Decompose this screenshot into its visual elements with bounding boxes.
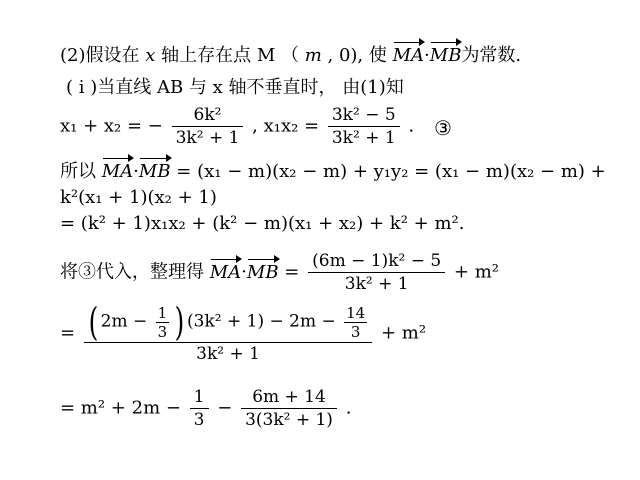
case-i-heading: ( i )当直线 AB 与 x 轴不垂直时， 由(1)知 xyxy=(66,77,404,98)
product-lhs: , x₁x₂ = xyxy=(252,115,325,137)
complex-numerator: ( 2m − $\frac{1}{3}$ ) (3k² + 1) − 2m − $\frac{14}{3}$ xyxy=(84,302,372,343)
vector-ma: MA xyxy=(209,261,242,283)
sum-numerator: 6k² xyxy=(172,104,244,127)
complex-fraction-line: = ( 2m − $\frac{1}{3}$ ) (3k² + 1) − 2m − $\frac{14}{3}$ 3k² + 1 + m² xyxy=(60,300,427,364)
substitution-result: 将③代入，整理得 MA·MB = $\frac{\text{(6m − 1)k² − 5}}{\text{3k² + 1}}$ + m² xyxy=(60,251,500,294)
vector-mb: MB xyxy=(246,261,279,283)
equation-marker-3: ③ xyxy=(434,116,452,140)
sum-lhs: x₁ + x₂ = − xyxy=(60,115,163,137)
product-denominator: 3k² + 1 xyxy=(331,128,396,148)
final-result: = m² + 2m − $\frac{1}{3}$ − $\frac{6m + 14}{\text{3(3k² + 1)}}$ . xyxy=(60,387,352,430)
vector-mb: MB xyxy=(429,45,462,66)
expansion-continued: k²(x₁ + 1)(x₂ + 1) xyxy=(60,187,217,208)
product-fraction xyxy=(328,104,400,149)
sum-denominator: 3k² + 1 xyxy=(175,128,240,148)
product-numerator: 3k² − 5 xyxy=(328,104,400,127)
part-2-heading: (2)假设在 x 轴上存在点 M （ m , 0), 使 MA·MB为常数. xyxy=(60,45,522,66)
vector-ma: MA xyxy=(392,45,425,66)
complex-fraction xyxy=(84,302,372,365)
expansion-simplified: = (k² + 1)x₁x₂ + (k² − m)(x₁ + x₂) + k² + m². xyxy=(60,213,465,234)
vieta-formulas xyxy=(60,104,414,149)
substitution-fraction: $\frac{\text{(6m − 1)k² − 5}}{\text{3k² + 1}}$ xyxy=(308,250,445,295)
vieta-period: . xyxy=(408,115,415,137)
sum-fraction xyxy=(172,104,244,149)
dot-product-expansion: 所以 MA·MB = (x₁ − m)(x₂ − m) + y₁y₂ = (x₁ − m)(x₂ − m) + xyxy=(60,161,606,182)
complex-denominator: 3k² + 1 xyxy=(196,344,260,364)
vector-ma: MA xyxy=(101,161,134,182)
part-2-text: (2)假设在 x 轴上存在点 M （ m , 0), 使 xyxy=(60,45,393,66)
vector-mb: MB xyxy=(138,161,171,182)
